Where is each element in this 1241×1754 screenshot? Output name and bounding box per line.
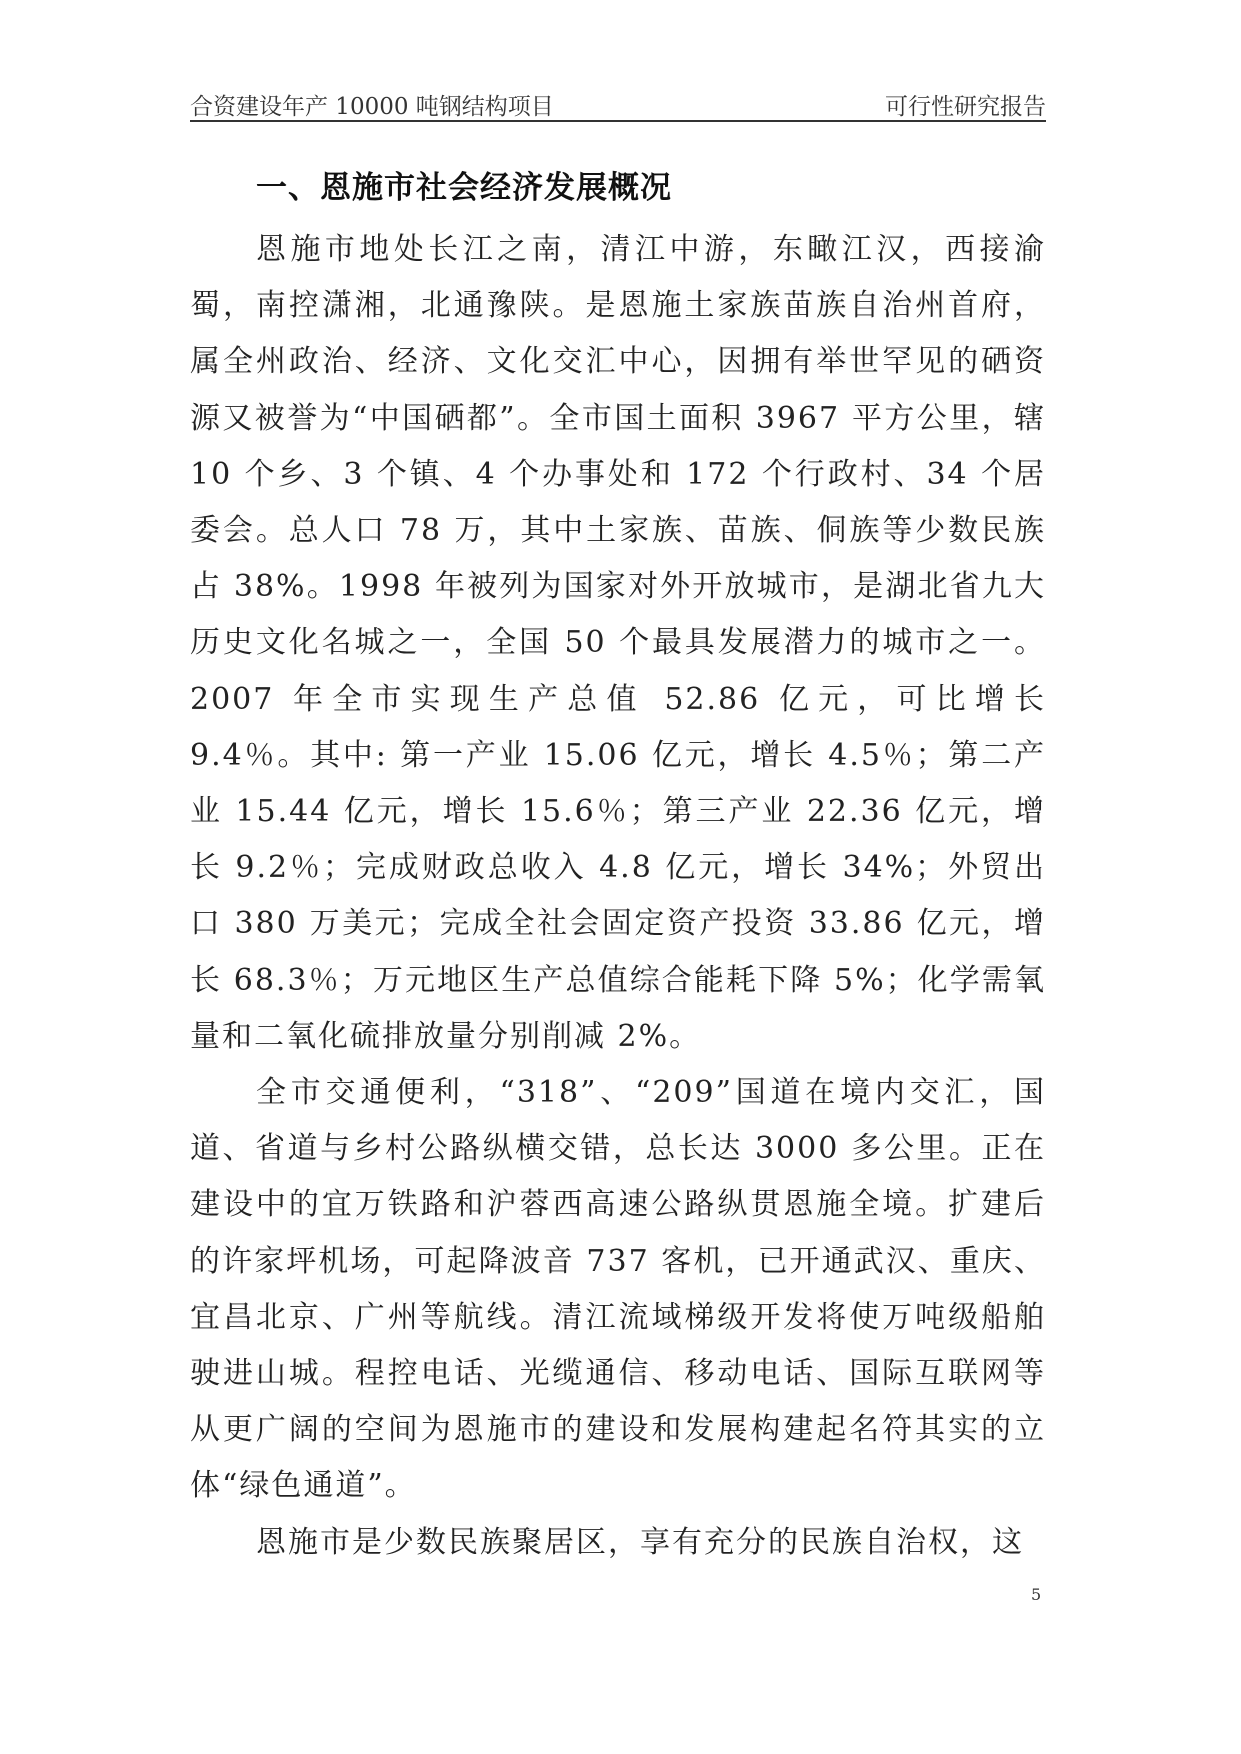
- page-header: [190, 82, 1046, 122]
- paragraph-autonomy: 恩施市是少数民族聚居区，享有充分的民族自治权，这: [256, 1524, 1024, 1560]
- paragraph-overview: 恩施市地处长江之南，清江中游，东瞰江汉，西接渝蜀，南控潇湘，北通豫陕。是恩施土家族苗族自治州首府，属全州政治、经济、文化交汇中心，因拥有举世罕见的硒资源又被誉为“中国硒都”。全市国土面积 3967 平方公里，辖 10 个乡、3 个镇、4 个办事处和 172 个行政村、34 个居委会。总人口 78 万，其中土家族、苗族、侗族等少数民族占 38%。1998 年被列为国家对外开放城市，是湖北省九大历史文化名城之一，全国 50 个最具发展潜力的城市之一。2007 年全市实现生产总值 52.86 亿元，可比增长 9.4％。其中: 第一产业 15.06 亿元，增长 4.5％；第二产业 15.44 亿元，增长 15.6％；第三产业 22.36 亿元，增长 9.2％；完成财政总收入 4.8 亿元，增长 34%；外贸出口 380 万美元；完成全社会固定资产投资 33.86 亿元，增长 68.3％；万元地区生产总值综合能耗下降 5%；化学需氧量和二氧化硫排放量分别削减 2%。: [190, 232, 1046, 1054]
- paragraph-transport: 全市交通便利，“318”、“209”国道在境内交汇，国道、省道与乡村公路纵横交错，总长达 3000 多公里。正在建设中的宜万铁路和沪蓉西高速公路纵贯恩施全境。扩建后的许家坪机场，可起降波音 737 客机，已开通武汉、重庆、宜昌北京、广州等航线。清江流域梯级开发将使万吨级船舶驶进山城。程控电话、光缆通信、移动电话、国际互联网等从更广阔的空间为恩施市的建设和发展构建起名符其实的立体“绿色通道”。: [190, 1075, 1046, 1504]
- header-project-title: 合资建设年产 10000 吨钢结构项目: [190, 94, 554, 120]
- page-number: 5: [1031, 1585, 1042, 1604]
- section-heading: 一、恩施市社会经济发展概况: [256, 170, 672, 206]
- header-report-title: 可行性研究报告: [885, 94, 1046, 120]
- document-body: [190, 160, 1046, 1571]
